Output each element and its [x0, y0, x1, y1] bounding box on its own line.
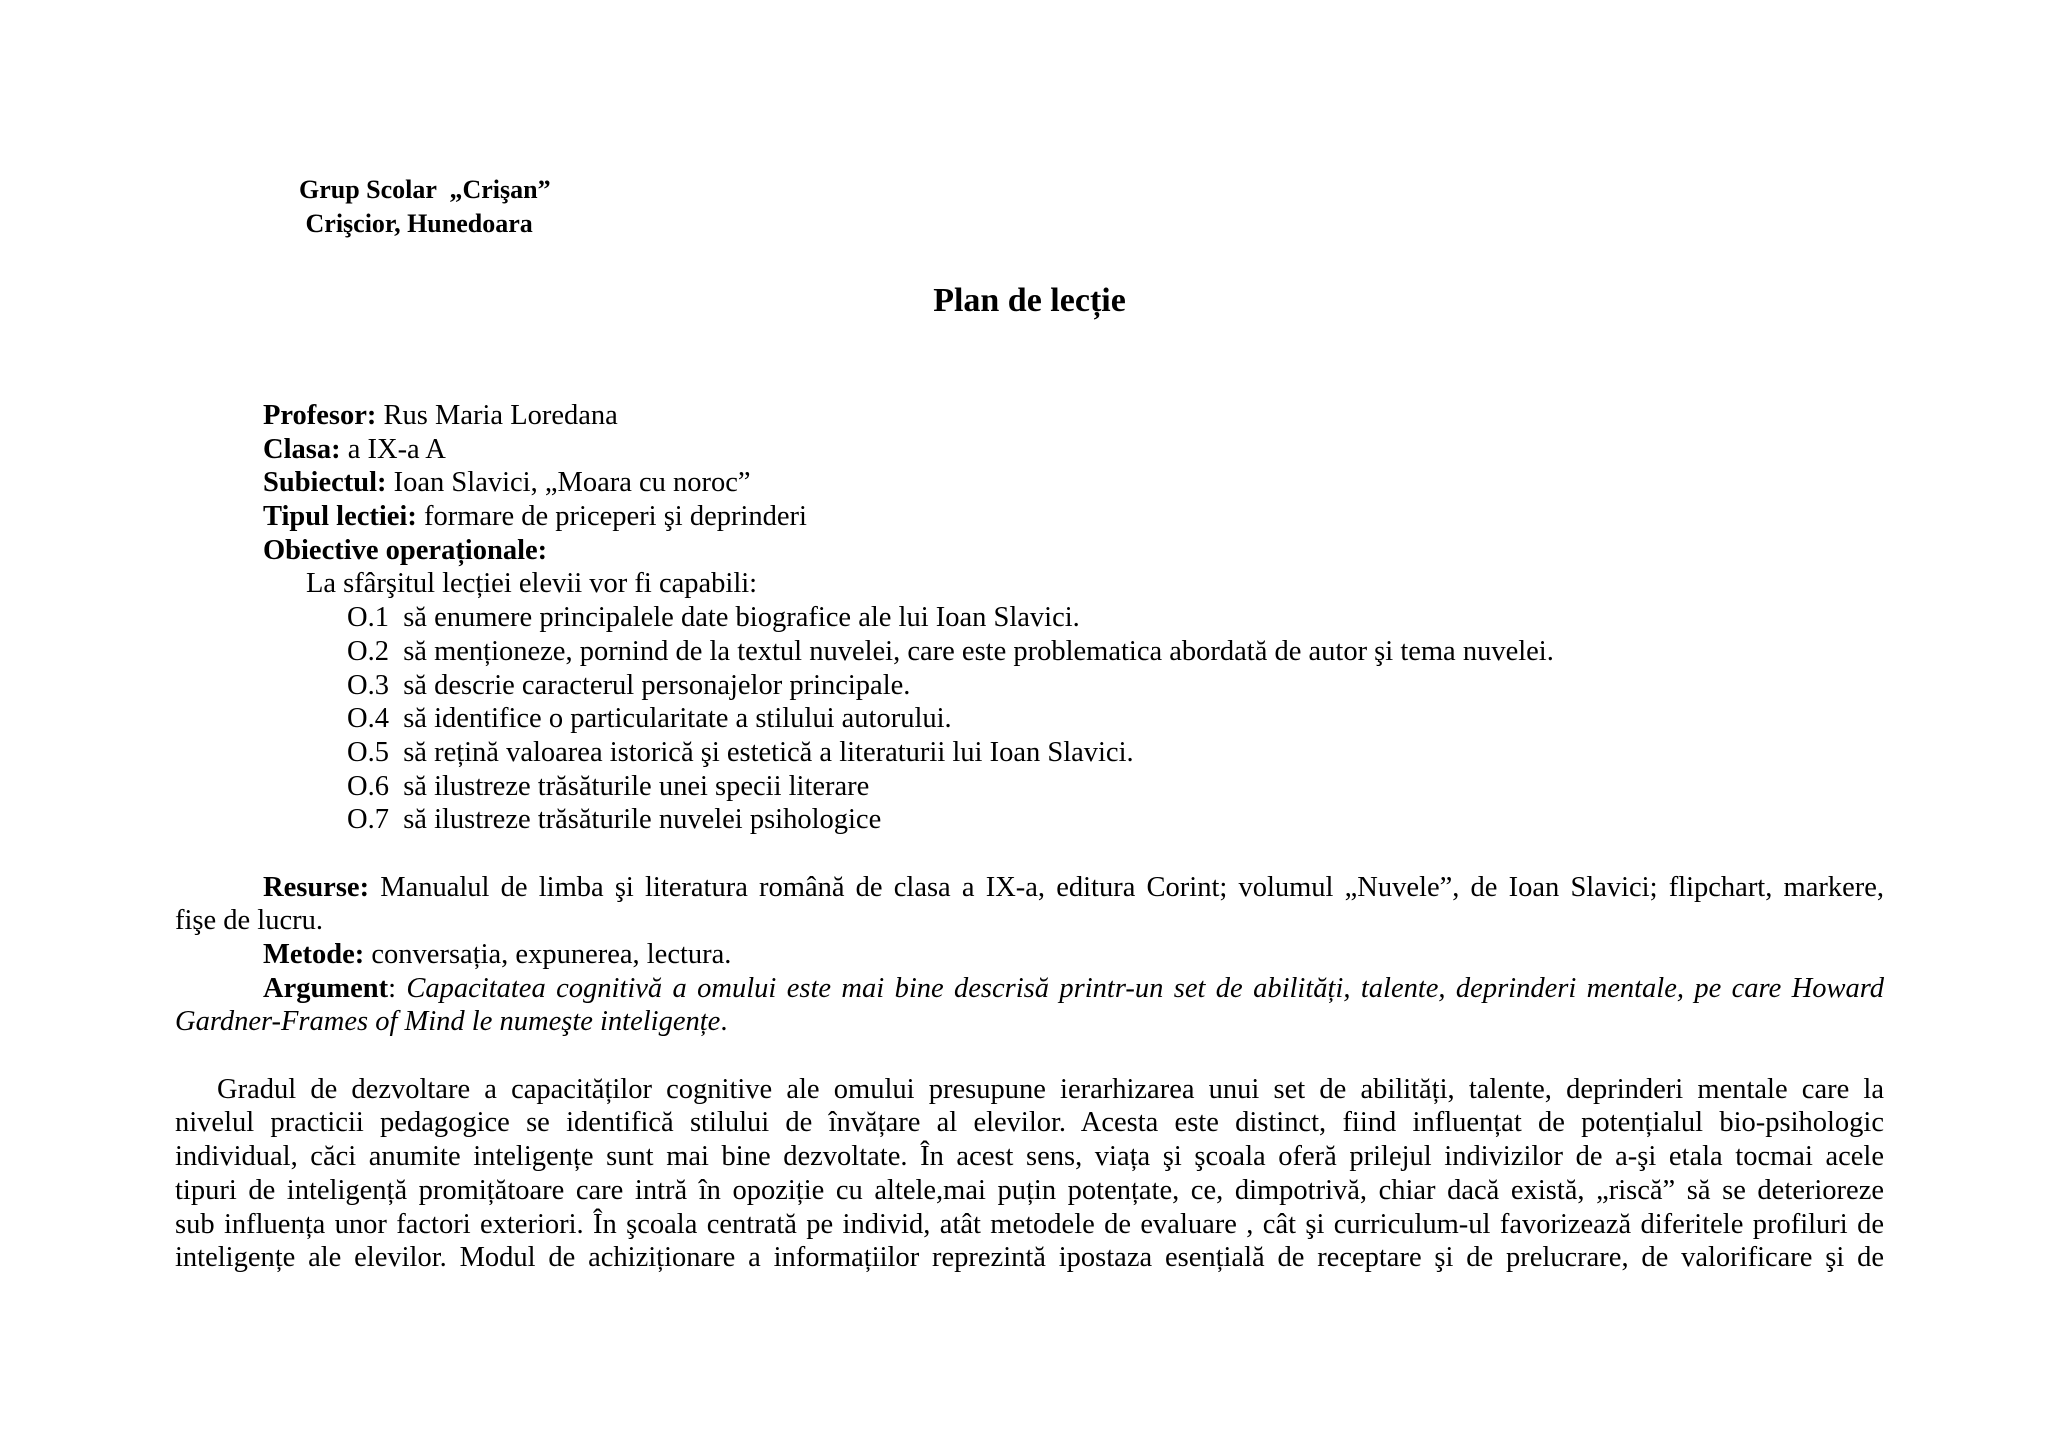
school-name: Grup Scolar „Crişan” — [299, 175, 551, 204]
teacher-row — [175, 399, 1884, 433]
objective-code: O.4 — [347, 703, 389, 735]
page-title: Plan de lecție — [933, 282, 1126, 319]
objective-code: O.1 — [347, 602, 389, 634]
objective-text: să menționeze, pornind de la textul nuvelei, care este problematica abordată de autor şi tema nuvelei. — [403, 635, 1554, 667]
objective-text: să ilustreze trăsăturile nuvelei psihologice — [403, 804, 882, 836]
teacher-value: Rus Maria Loredana — [383, 400, 618, 431]
paragraph-line: inteligențe ale elevilor. Modul de achiziționare a informațiilor reprezintă ipostaza esențială de receptare şi de prelucrare, de valorificare şi de — [175, 1242, 1884, 1274]
class-value: a IX-a A — [347, 433, 446, 465]
class-label: Clasa: — [263, 433, 341, 465]
lesson-plan-body — [175, 399, 1884, 1275]
resources-line: fişe de lucru. — [175, 905, 323, 937]
paragraph-line: sub influența unor factori exteriori. În şcoala centrată pe individ, atât metodele de evaluare , cât şi curriculum-ul favorizează diferitele profiluri de — [175, 1208, 1884, 1240]
objective-code: O.2 — [347, 635, 389, 667]
argument-text: Capacitatea cognitivă a omului este mai bine descrisă printr-un set de abilități, talente, deprinderi mentale, pe care Howard — [406, 972, 1884, 1004]
objective-code: O.6 — [347, 770, 389, 802]
paragraph-line: nivelul practicii pedagogice se identifică stilului de învățare al elevilor. Acesta este distinct, fiind influențat de potențialul bio-psihologic — [175, 1107, 1884, 1139]
school-location: Crişcior, Hunedoara — [299, 209, 533, 238]
objective-item — [175, 669, 1884, 703]
paragraph-line: tipuri de inteligență promițătoare care intră în opoziție cu altele,mai puțin potențate, ce, dimpotrivă, chiar dacă există, „riscă” să se deterioreze — [175, 1174, 1884, 1206]
argument-line — [175, 972, 1884, 1006]
objective-item — [175, 736, 1884, 770]
school-header — [299, 173, 551, 241]
lesson-type-value: formare de priceperi şi deprinderi — [423, 501, 807, 533]
argument-text: Gardner-Frames of Mind le numeşte inteligențe — [175, 1006, 721, 1038]
objective-text: să identifice o particularitate a stilului autorului. — [403, 703, 952, 735]
argument-separator: : — [388, 972, 396, 1004]
objective-text: să enumere principalele date biografice ale lui Ioan Slavici. — [403, 602, 1080, 634]
resources-line — [175, 871, 1884, 905]
objective-item — [175, 601, 1884, 635]
objectives-intro: La sfârşitul lecției elevii vor fi capabili: — [306, 568, 758, 600]
spacer — [175, 1039, 1884, 1073]
resources-label: Resurse: — [263, 871, 370, 903]
subject-label: Subiectul: — [263, 467, 387, 499]
teacher-label: Profesor: — [263, 400, 377, 431]
objective-text: să descrie caracterul personajelor principale. — [403, 669, 911, 701]
lesson-type-label: Tipul lectiei: — [263, 501, 417, 533]
spacer — [175, 837, 1884, 871]
objective-text: să ilustreze trăsăturile unei specii literare — [403, 770, 870, 802]
resources-text: Manualul de limba şi literatura română de clasa a IX-a, editura Corint; volumul „Nuvele”, de Ioan Slavici; flipchart, markere, — [380, 871, 1885, 903]
argument-end: . — [720, 1006, 728, 1038]
class-row — [175, 433, 1884, 467]
paragraph-line: individual, căci anumite inteligențe sunt mai bine dezvoltate. În acest sens, viața şi şcoala oferă prilejul indivizilor de a-şi etala tocmai acele — [175, 1141, 1884, 1173]
objective-item — [175, 803, 1884, 837]
objective-code: O.7 — [347, 804, 389, 836]
argument-label: Argument — [263, 972, 389, 1004]
methods-row — [175, 938, 1884, 972]
objective-item — [175, 770, 1884, 804]
argument-line — [175, 1005, 1884, 1039]
objective-item — [175, 635, 1884, 669]
paragraph-line: Gradul de dezvoltare a capacităților cognitive ale omului presupune ierarhizarea unui set de abilități, talente, deprinderi mentale care la — [217, 1073, 1884, 1105]
objectives-label: Obiective operaționale: — [263, 534, 548, 566]
objective-code: O.5 — [347, 736, 389, 768]
subject-value: Ioan Slavici, „Moara cu noroc” — [393, 467, 751, 499]
methods-label: Metode: — [263, 939, 365, 970]
subject-row — [175, 466, 1884, 500]
methods-value: conversația, expunerea, lectura. — [371, 939, 732, 970]
objective-code: O.3 — [347, 669, 389, 701]
objectives-heading — [175, 534, 1884, 568]
objective-text: să rețină valoarea istorică şi estetică a literaturii lui Ioan Slavici. — [403, 736, 1134, 768]
objective-item — [175, 702, 1884, 736]
lesson-type-row — [175, 500, 1884, 534]
